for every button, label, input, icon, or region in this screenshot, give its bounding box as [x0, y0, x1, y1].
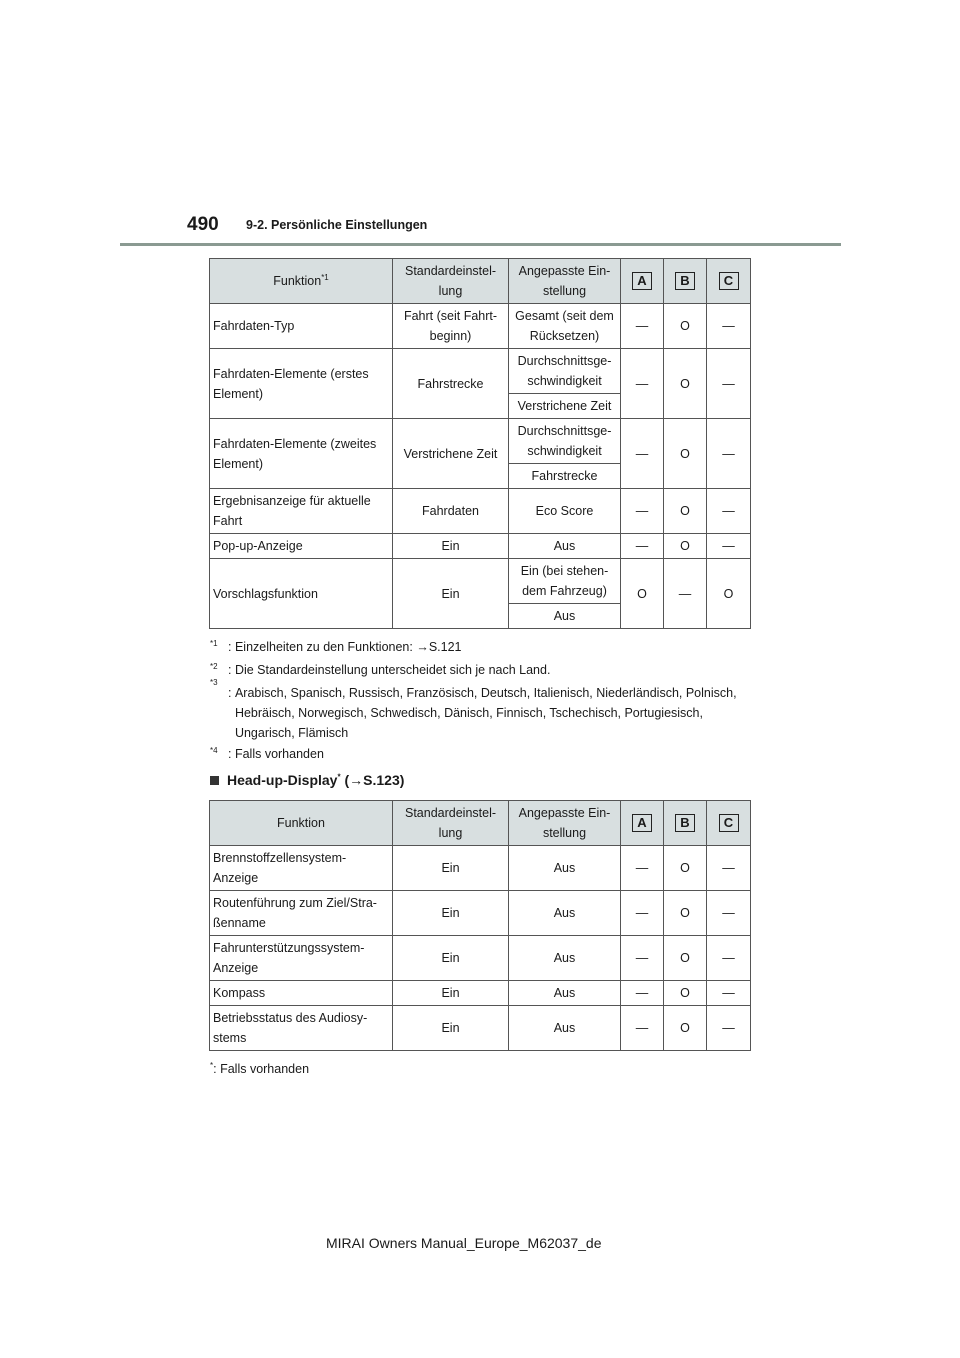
cell-angepasst: Aus [509, 534, 621, 559]
cell-a: O [621, 559, 664, 629]
cell-angepasst: Aus [509, 891, 621, 936]
section-title: 9-2. Persönliche Einstellungen [246, 218, 428, 232]
cell-c: — [707, 846, 751, 891]
cell-c: — [707, 419, 751, 489]
cell-c: O [707, 559, 751, 629]
page-number: 490 [187, 214, 219, 235]
settings-table-hud [209, 800, 751, 1051]
cell-funktion: Routenführung zum Ziel/Stra- ßenname [210, 891, 393, 936]
header-b [664, 801, 707, 846]
table-row [210, 936, 751, 981]
cell-c: — [707, 489, 751, 534]
cell-a: — [621, 489, 664, 534]
header-b [664, 259, 707, 304]
header-c [707, 259, 751, 304]
header-standard: Standardeinstel- lung [393, 801, 509, 846]
cell-angepasst: Verstrichene Zeit [509, 394, 621, 419]
cell-standard: Verstrichene Zeit [393, 419, 509, 489]
table-row [210, 559, 751, 604]
cell-funktion: Vorschlagsfunktion [210, 559, 393, 629]
box-b-icon: B [675, 272, 695, 290]
subsection-head-up-display: Head-up-Display* (→S.123) [210, 772, 404, 788]
cell-angepasst: Gesamt (seit dem Rücksetzen) [509, 304, 621, 349]
table-header-row [210, 801, 751, 846]
header-angepasst: Angepasste Ein- stellung [509, 801, 621, 846]
cell-b: — [664, 559, 707, 629]
table-row [210, 891, 751, 936]
cell-angepasst: Durchschnittsge- schwindigkeit [509, 419, 621, 464]
table-row [210, 981, 751, 1006]
cell-b: O [664, 846, 707, 891]
cell-c: — [707, 1006, 751, 1051]
cell-standard: Ein [393, 981, 509, 1006]
cell-funktion: Kompass [210, 981, 393, 1006]
cell-funktion: Brennstoffzellensystem- Anzeige [210, 846, 393, 891]
cell-c: — [707, 981, 751, 1006]
table-row [210, 1006, 751, 1051]
cell-b: O [664, 489, 707, 534]
box-b-icon: B [675, 814, 695, 832]
cell-standard: Ein [393, 846, 509, 891]
table-row [210, 489, 751, 534]
cell-c: — [707, 304, 751, 349]
header-angepasst: Angepasste Ein- stellung [509, 259, 621, 304]
cell-a: — [621, 419, 664, 489]
footnote-4: $^{*4}$ : Falls vorhanden [210, 745, 324, 761]
footnote-2: $^{*2}$ : Die Standardeinstellung unterscheidet sich je nach Land. [210, 661, 551, 677]
cell-a: — [621, 1006, 664, 1051]
cell-c: — [707, 349, 751, 419]
cell-angepasst: Aus [509, 981, 621, 1006]
footer-document-id: MIRAI Owners Manual_Europe_M62037_de [326, 1235, 602, 1251]
header-c [707, 801, 751, 846]
cell-b: O [664, 534, 707, 559]
cell-standard: Fahrt (seit Fahrt- beginn) [393, 304, 509, 349]
header-a [621, 259, 664, 304]
cell-b: O [664, 936, 707, 981]
cell-funktion: Fahrdaten-Elemente (erstes Element) [210, 349, 393, 419]
cell-angepasst: Aus [509, 604, 621, 629]
box-c-icon: C [719, 272, 739, 290]
table-row [210, 846, 751, 891]
cell-b: O [664, 981, 707, 1006]
cell-standard: Ein [393, 1006, 509, 1051]
cell-funktion: Fahrunterstützungssystem- Anzeige [210, 936, 393, 981]
cell-standard: Fahrstrecke [393, 349, 509, 419]
cell-angepasst: Aus [509, 1006, 621, 1051]
footnote-1: $^{*1}$ : Einzelheiten zu den Funktionen: →S.121 [210, 638, 462, 654]
cell-angepasst: Ein (bei stehen- dem Fahrzeug) [509, 559, 621, 604]
cell-angepasst: Aus [509, 846, 621, 891]
cell-b: O [664, 891, 707, 936]
cell-funktion: Pop-up-Anzeige [210, 534, 393, 559]
cell-b: O [664, 419, 707, 489]
table-header-row [210, 259, 751, 304]
cell-a: — [621, 846, 664, 891]
cell-funktion: Fahrdaten-Typ [210, 304, 393, 349]
cell-standard: Ein [393, 936, 509, 981]
cell-a: — [621, 349, 664, 419]
table-row [210, 419, 751, 464]
cell-angepasst: Fahrstrecke [509, 464, 621, 489]
header-standard: Standardeinstel- lung [393, 259, 509, 304]
settings-table-trip [209, 258, 751, 629]
cell-funktion: Fahrdaten-Elemente (zweites Element) [210, 419, 393, 489]
cell-b: O [664, 349, 707, 419]
cell-c: — [707, 936, 751, 981]
cell-angepasst: Eco Score [509, 489, 621, 534]
cell-angepasst: Durchschnittsge- schwindigkeit [509, 349, 621, 394]
cell-angepasst: Aus [509, 936, 621, 981]
cell-standard: Ein [393, 534, 509, 559]
cell-b: O [664, 304, 707, 349]
footnote-star: *: Falls vorhanden [210, 1060, 310, 1076]
square-bullet-icon [210, 776, 219, 785]
table-row [210, 349, 751, 394]
footnote-3: $^{*3}$: Arabisch, Spanisch, Russisch, Französisch, Deutsch, Italienisch, Niederländisch, Polnisch, Hebräisch, Norwegisch, Schwedisch, Dänisch, Finnisch, Tschechisch, Portugiesisch, Ungarisch, Flämisch [210, 678, 737, 740]
cell-a: — [621, 891, 664, 936]
header-a [621, 801, 664, 846]
cell-standard: Ein [393, 891, 509, 936]
cell-funktion: Betriebsstatus des Audiosy- stems [210, 1006, 393, 1051]
cell-funktion: Ergebnisanzeige für aktuelle Fahrt [210, 489, 393, 534]
cell-a: — [621, 534, 664, 559]
cell-c: — [707, 891, 751, 936]
cell-c: — [707, 534, 751, 559]
table-row [210, 304, 751, 349]
cell-standard: Fahrdaten [393, 489, 509, 534]
cell-a: — [621, 304, 664, 349]
header-funktion: Funktion$^{*1}$ [210, 259, 393, 304]
cell-b: O [664, 1006, 707, 1051]
box-c-icon: C [719, 814, 739, 832]
box-a-icon: A [632, 814, 652, 832]
cell-standard: Ein [393, 559, 509, 629]
cell-a: — [621, 936, 664, 981]
box-a-icon: A [632, 272, 652, 290]
table-row [210, 534, 751, 559]
header-funktion: Funktion [210, 801, 393, 846]
cell-a: — [621, 981, 664, 1006]
header-rule [120, 243, 841, 246]
